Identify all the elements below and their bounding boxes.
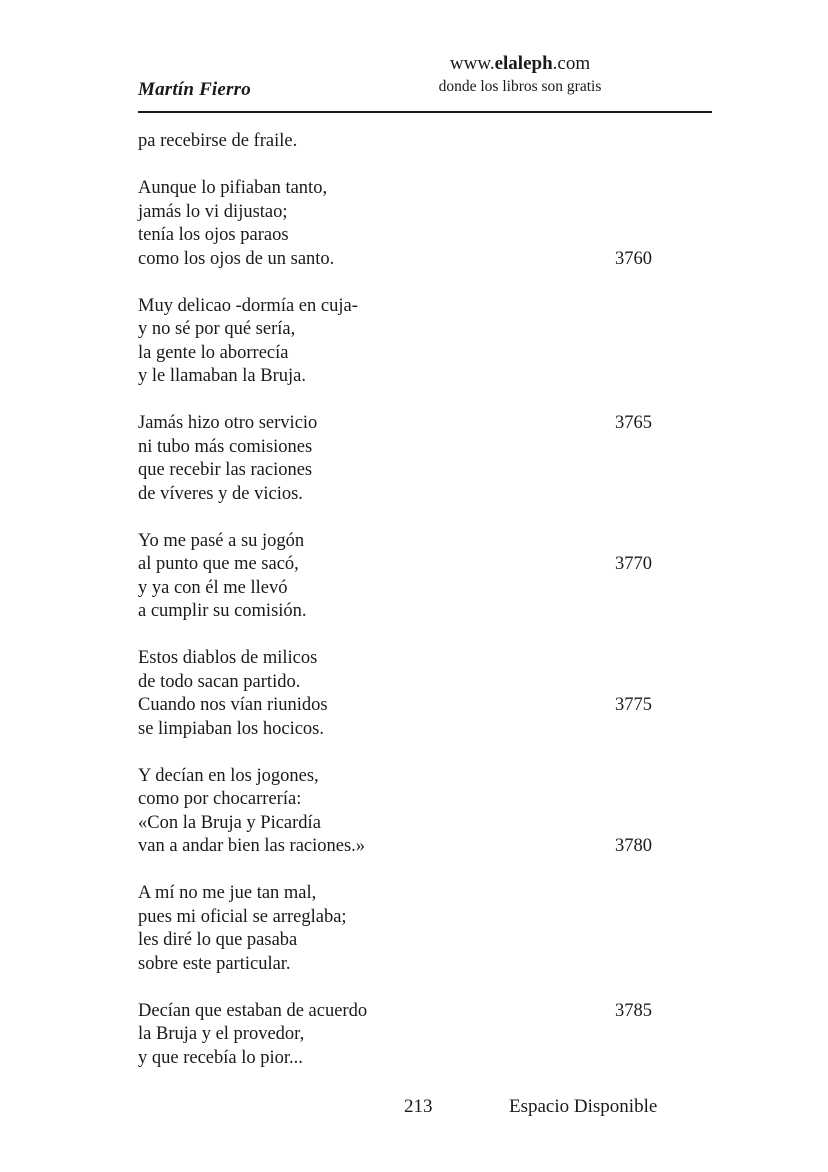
verse-line-number: 3765 [615, 413, 652, 433]
verse-line-text: que recebir las raciones [138, 460, 313, 480]
verse-line-text: Muy delicao -dormía en cuja- [138, 295, 358, 316]
verse-line-number: 3770 [615, 554, 652, 574]
verse-line-text: Decían que estaban de acuerdo [138, 1000, 368, 1021]
stanza [138, 1000, 712, 1071]
verse-line-text: tenía los ojos paraos [138, 225, 289, 245]
stanza [138, 530, 712, 624]
verse-line [138, 718, 712, 742]
verse-line-text: Estos diablos de milicos [138, 648, 318, 668]
verse-line-text: la gente lo aborrecía [138, 342, 289, 363]
verse-line-number: 3775 [615, 695, 652, 715]
verse-line-text: jamás lo vi dijustao; [138, 201, 288, 222]
verse-line [138, 201, 712, 225]
verse-line-text: y que recebía lo pior... [138, 1047, 303, 1068]
verse-line [138, 318, 712, 342]
verse-area [138, 130, 712, 1070]
verse-line-text: A mí no me jue tan mal, [138, 883, 317, 903]
verse-line [138, 1000, 712, 1024]
verse-line-text: de víveres y de vicios. [138, 483, 303, 504]
verse-line-number: 3785 [615, 1000, 652, 1021]
verse-line-text: al punto que me sacó, [138, 554, 299, 574]
verse-line-number: 3760 [615, 248, 652, 269]
site-url-prefix: www. [449, 53, 495, 74]
verse-line-number: 3780 [615, 836, 652, 856]
verse-line-text: de todo sacan partido. [138, 671, 301, 692]
verse-line-text: como por chocarrería: [138, 789, 302, 809]
page-number: 213 [404, 1096, 433, 1117]
verse-line [138, 553, 712, 577]
verse-line [138, 412, 712, 436]
verse-line [138, 130, 712, 154]
verse-line-text: pues mi oficial se arreglaba; [138, 906, 347, 927]
verse-line [138, 1047, 712, 1071]
verse-line [138, 694, 712, 718]
stanza [138, 130, 712, 154]
verse-line [138, 812, 712, 836]
verse-line [138, 248, 712, 272]
book-title: Martín Fierro [138, 79, 251, 100]
verse-line [138, 600, 712, 624]
verse-line [138, 929, 712, 953]
verse-line [138, 365, 712, 389]
verse-line [138, 483, 712, 507]
verse-line [138, 788, 712, 812]
verse-line [138, 1023, 712, 1047]
stanza [138, 765, 712, 859]
running-head [138, 52, 712, 108]
page-footer [138, 1094, 712, 1120]
verse-line-text: a cumplir su comisión. [138, 601, 307, 621]
site-url [350, 52, 690, 76]
verse-line [138, 342, 712, 366]
verse-line [138, 577, 712, 601]
publisher-block [350, 52, 690, 98]
footer-note: Espacio Disponible [509, 1096, 658, 1117]
verse-line-text: pa recebirse de fraile. [138, 131, 298, 151]
site-url-brand: elaleph [494, 53, 553, 74]
verse-line [138, 177, 712, 201]
verse-line [138, 295, 712, 319]
verse-line-text: la Bruja y el provedor, [138, 1024, 305, 1044]
verse-line-text: y no sé por qué sería, [138, 319, 296, 339]
stanza [138, 647, 712, 741]
verse-line-text: se limpiaban los hocicos. [138, 718, 324, 739]
verse-line [138, 882, 712, 906]
header-rule [138, 111, 712, 113]
verse-line-text: ni tubo más comisiones [138, 436, 313, 457]
stanza [138, 177, 712, 271]
verse-line [138, 436, 712, 460]
site-tagline: donde los libros son gratis [438, 78, 602, 95]
site-url-suffix: .com [552, 53, 591, 74]
verse-line-text: van a andar bien las raciones.» [138, 836, 366, 856]
verse-line [138, 953, 712, 977]
verse-line [138, 647, 712, 671]
verse-line-text: Yo me pasé a su jogón [138, 530, 305, 551]
verse-line-text: como los ojos de un santo. [138, 248, 335, 269]
verse-line-text: Cuando nos vían riunidos [138, 695, 328, 715]
verse-line [138, 459, 712, 483]
verse-line [138, 530, 712, 554]
verse-line-text: les diré lo que pasaba [138, 930, 298, 950]
verse-line [138, 835, 712, 859]
stanza [138, 295, 712, 389]
verse-line [138, 906, 712, 930]
verse-line-text: Y decían en los jogones, [138, 765, 319, 786]
verse-line-text: «Con la Bruja y Picardía [138, 812, 321, 833]
verse-line-text: Aunque lo pifiaban tanto, [138, 178, 328, 198]
stanza [138, 882, 712, 976]
verse-line-text: sobre este particular. [138, 953, 291, 974]
verse-line-text: y le llamaban la Bruja. [138, 366, 306, 386]
verse-line-text: y ya con él me llevó [138, 577, 288, 598]
verse-line [138, 224, 712, 248]
stanza [138, 412, 712, 506]
verse-line [138, 765, 712, 789]
verse-line [138, 671, 712, 695]
verse-line-text: Jamás hizo otro servicio [138, 413, 318, 433]
